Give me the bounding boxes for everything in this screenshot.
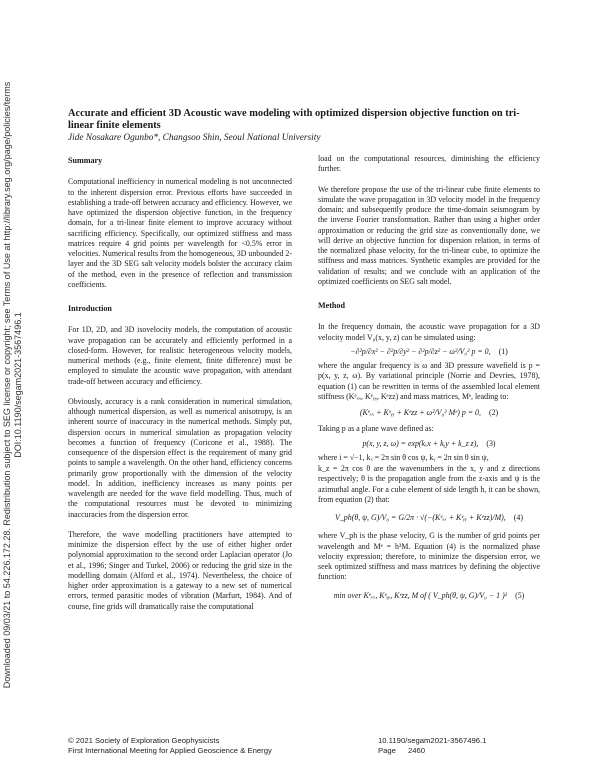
equation-4-body: V_ph(θ, ψ, G)/V₀ = G/2π · √(−(Kᵉₓₓ + Kᵉᵧᵧ + Kᵉzz)/M), — [335, 513, 506, 522]
intro-paragraph-2: Obviously, accuracy is a rank consideration in numerical simulation, although numerical dispersion, as well as numerical anisotropy, is an inherent source of inaccuracy in the numerical methods. Simply put, dispersion occurs in numerical simulation as propagation velocity becomes a function of frequency (Coricone et al., 1988). The consequence of the dispersion effect is the requirement of many grid points to sample a wavelength. On the other hand, efficiency concerns primarily grow proportionally with the dimension of the velocity model. In addition, inefficiency increases as many points per wavelength are needed for the wave field modelling. Thus, much of the computational resources must be devoted to minimizing inaccuracies from the dispersion error. — [68, 396, 292, 519]
equation-5-body: min over Kᵉₓₓ, Kᵉᵧᵧ, Kᵉzz, M of ( V_ph(θ, ψ, G)/V₀ − 1 )² — [333, 590, 508, 600]
method-heading: Method — [318, 301, 345, 310]
introduction-heading: Introduction — [68, 304, 112, 313]
intro-paragraph-1: For 1D, 2D, and 3D isovelocity models, the computation of acoustic wave propagation can be accurately and efficiently performed in a closed-form. However, for realistic heterogeneous velocity models, numerical methods (e.g., finite element, finite difference) must be employed to simulate the acoustic wave propagation, with attendant trade-off between accuracy and efficiency. — [68, 325, 292, 386]
proposal-paragraph: We therefore propose the use of the tri-linear cube finite elements to simulate the wave propagation in 3D velocity model in the frequency domain; and subsequently produce the time-domain seismogram by the inverse Fourier transformation. Rather than using a higher order approximation or reducing the grid size as conventionally done, we will derive an objective function for dispersion relation, in terms of the normalized phase velocity, for the tri-linear cube, to optimize the stiffness and mass matrices. Synthetic examples are provided for the validation of results; and we conclude with an application of the optimized coefficients on SEG salt model. — [318, 184, 540, 286]
footer-page-number: 2460 — [407, 745, 426, 755]
equation-3-body: p(x, y, z, ω) = exp(kₓx + kᵧy + k_z z), — [362, 438, 479, 448]
equation-2 — [318, 408, 540, 418]
footer-page — [378, 746, 538, 756]
method-paragraph-3: Taking p as a plane wave defined as: — [318, 424, 434, 434]
equation-1 — [318, 347, 540, 357]
equation-2-number: (2) — [488, 408, 499, 417]
equation-4 — [318, 513, 540, 523]
summary-paragraph: Computational inefficiency in numerical modeling is not unconnected to the inherent dispersion error. Previous efforts have succeeded in establishing a trade-off between accuracy and efficiency. However, we have optimized the dispersion objective function, in the frequency domain, for a tri-linear finite element to improve accuracy without sacrificing efficiency. Specifically, our optimized stiffness and mass matrices require 4 grid points per wavelength for <0.5% error in velocities. Numerical results from the homogeneous, 3D unbounded 2-layer and the 3D SEG salt velocity models bolster the accuracy claim of the method, even in the presence of reflection and transmission coefficients. — [68, 177, 292, 289]
equation-3-number: (3) — [486, 438, 496, 448]
footer-meeting: First International Meeting for Applied Geoscience & Energy — [68, 745, 272, 755]
intro-paragraph-3: Therefore, the wave modelling practitioners have attempted to minimize the dispersion effect by the use of either higher order polynomial approximation to the second order Laplacian operator (Jo et al., 1996; Singer and Turkel, 2006) or reducing the grid size in the modelling domain (Alford et al., 1974). Nevertheless, the choice of higher order approximation is a gateway to a new set of numerical errors, termed parasitic modes of vibration (Marfurt, 1984). And of course, fine grids will dramatically raise the computational — [68, 529, 292, 611]
footer-page-label: Page — [378, 745, 396, 755]
method-paragraph-4a: where i = √−1, kₓ = 2π sin θ cos ψ, kᵧ = 2π sin θ sin ψ, — [318, 452, 489, 462]
download-notice — [2, 40, 26, 730]
footer-left — [68, 736, 368, 755]
method-paragraph-2: where the angular frequency is ω and 3D pressure wavefield is p = p(x, y, z, ω). By variational principle (Norrie and Devries, 1978), equation (1) can be rewritten in terms of the assembled local element stiffness (Kᵉₓₓ, Kᵉᵧᵧ, Kᵉzz) and mass matrices, Mᵉ, leading to: — [318, 361, 540, 401]
continued-paragraph: load on the computational resources, diminishing the efficiency further. — [318, 154, 540, 174]
paper-authors: Jide Nosakare Ogunbo*, Changsoo Shin, Seoul National University — [68, 133, 321, 143]
paper-title: Accurate and efficient 3D Acoustic wave modeling with optimized dispersion objective function on tri-linear finite elements — [68, 108, 520, 131]
equation-3 — [318, 439, 540, 449]
summary-heading: Summary — [68, 156, 103, 165]
equation-5 — [318, 591, 540, 601]
equation-1-body: −∂²p/∂x² − ∂²p/∂y² − ∂²p/∂z² − ω²/V₀² p = 0, — [350, 346, 491, 356]
method-paragraph-5: where V_ph is the phase velocity, G is the number of grid points per wavelength and Mᵉ = h³M. Equation (4) is the normalized phase velocity expression; therefore, to minimize the dispersion error, we seek optimized stiffness and mass matrices by defining the objective function: — [318, 531, 540, 582]
download-notice-line: Downloaded 09/03/21 to 54.226.172.28. Redistribution subject to SEG license or copyright; see Terms of Use at http://library.seg.org/page/policies/terms — [2, 81, 12, 689]
equation-5-number: (5) — [515, 590, 525, 600]
footer-copyright: © 2021 Society of Exploration Geophysicists — [68, 736, 220, 745]
footer-right — [378, 736, 538, 755]
equation-1-number: (1) — [498, 346, 508, 356]
method-paragraph-4b: k_z = 2π cos θ are the wavenumbers in the x, y and z directions respectively; θ is the propagation angle from the z-axis and ψ is the azimuthal angle. For a cube element of side length h, it can be shown, from equation (2) that: — [318, 464, 540, 504]
download-notice-text — [2, 40, 26, 730]
footer-doi: 10.1190/segam2021-3567496.1 — [378, 736, 487, 745]
equation-4-number: (4) — [513, 513, 523, 522]
equation-2-body: (Kᵉₓₓ + Kᵉᵧᵧ + Kᵉzz + ω²/V₀² Mᵉ) p = 0, — [359, 408, 481, 417]
left-column — [68, 154, 292, 622]
right-column — [318, 154, 540, 609]
doi-notice-line: DOI:10.1190/segam2021-3567496.1 — [13, 312, 23, 458]
method-paragraph-1: In the frequency domain, the acoustic wave propagation for a 3D velocity model V₀(x, y, z) can be simulated using: — [318, 322, 540, 342]
